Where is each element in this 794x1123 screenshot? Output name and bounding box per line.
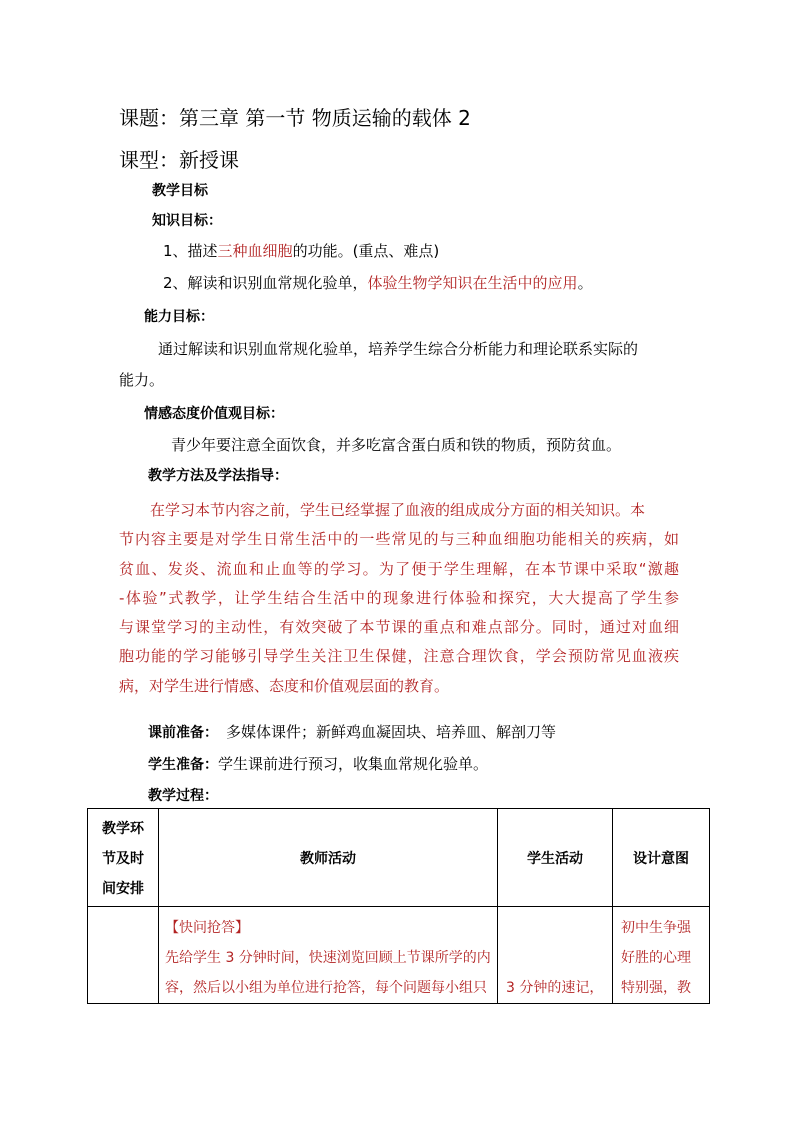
student-activity-text: 3 分钟的速记， [506, 980, 604, 996]
topic-value: 第三章 第一节 物质运输的载体 2 [179, 106, 471, 130]
pre-class-text: 多媒体课件；新鲜鸡血凝固块、培养皿、解剖刀等 [226, 723, 557, 741]
header-design-intent: 设计意图 [613, 809, 710, 907]
emotion-heading: 情感态度价值观目标： [144, 406, 284, 422]
ability-heading: 能力目标： [144, 309, 214, 325]
knowledge-item-1 [163, 241, 439, 261]
header-stage-line: 教学环 [102, 820, 144, 837]
method-line: -体验”式教学，让学生结合生活中的现象进行体验和探究，大大提高了学生参 [119, 588, 679, 607]
k1-suffix: 的功能。(重点、难点) [292, 242, 440, 260]
row-teacher-cell [159, 907, 498, 1004]
table-row [88, 907, 710, 1004]
type-value: 新授课 [179, 148, 239, 172]
k2-suffix: 。 [577, 274, 593, 292]
method-heading: 教学方法及学法指导： [148, 468, 288, 484]
method-line: 在学习本节内容之前，学生已经掌握了血液的组成成分方面的相关知识。本 [150, 501, 646, 519]
topic-label: 课题： [119, 106, 179, 130]
teacher-activity-tag: 【快问抢答】 [165, 920, 249, 936]
pre-class-label: 课前准备： [148, 725, 218, 741]
k2-highlight: 体验生物学知识在生活中的应用 [367, 274, 578, 292]
header-student-activity: 学生活动 [498, 809, 613, 907]
k1-highlight: 三种血细胞 [217, 242, 293, 260]
knowledge-item-2 [163, 273, 593, 293]
student-prep [148, 754, 488, 775]
method-line: 与课堂学习的主动性，有效突破了本节课的重点和难点部分。同时，通过对血细 [119, 618, 679, 637]
objectives-heading: 教学目标 [152, 183, 208, 199]
k1-prefix: 1、描述 [163, 242, 218, 260]
header-stage-time [88, 809, 159, 907]
teacher-activity-line: 先给学生 3 分钟时间，快速浏览回顾上节课所学的内 [165, 950, 491, 966]
lesson-topic [119, 105, 471, 131]
type-label: 课型： [119, 148, 179, 172]
method-line: 病，对学生进行情感、态度和价值观层面的教育。 [119, 676, 450, 695]
row-student-cell [498, 907, 613, 1004]
teacher-activity-line: 容，然后以小组为单位进行抢答，每个问题每小组只 [165, 980, 487, 996]
method-paragraph [119, 496, 679, 701]
process-heading: 教学过程： [148, 788, 218, 804]
header-teacher-activity: 教师活动 [159, 809, 498, 907]
lesson-process-table [87, 808, 710, 1004]
intent-line: 初中生争强 [621, 920, 691, 936]
intent-line: 特别强，教 [621, 980, 691, 996]
header-stage-line: 间安排 [102, 880, 144, 897]
table-header-row [88, 809, 710, 907]
pre-class-prep [148, 722, 556, 743]
ability-line-1: 通过解读和识别血常规化验单，培养学生综合分析能力和理论联系实际的 [158, 340, 639, 358]
intent-line: 好胜的心理 [621, 950, 691, 966]
ability-line-2: 能力。 [119, 371, 165, 389]
row-intent-cell [613, 907, 710, 1004]
method-line: 节内容主要是对学生日常生活中的一些常见的与三种血细胞功能相关的疾病，如 [119, 530, 679, 549]
emotion-text: 青少年要注意全面饮食，并多吃富含蛋白质和铁的物质，预防贫血。 [171, 436, 622, 454]
student-prep-text: 学生课前进行预习，收集血常规化验单。 [218, 755, 489, 773]
lesson-type [119, 147, 239, 173]
method-line: 胞功能的学习能够引导学生关注卫生保健，注意合理饮食，学会预防常见血液疾 [119, 647, 679, 666]
method-line: 贫血、发炎、流血和止血等的学习。为了便于学生理解，在本节课中采取“激趣 [119, 559, 679, 578]
student-prep-label: 学生准备： [148, 757, 218, 773]
k2-prefix: 2、解读和识别血常规化验单， [163, 274, 368, 292]
row-stage-cell [88, 907, 159, 1004]
knowledge-heading: 知识目标： [152, 213, 222, 229]
header-stage-line: 节及时 [102, 850, 144, 867]
